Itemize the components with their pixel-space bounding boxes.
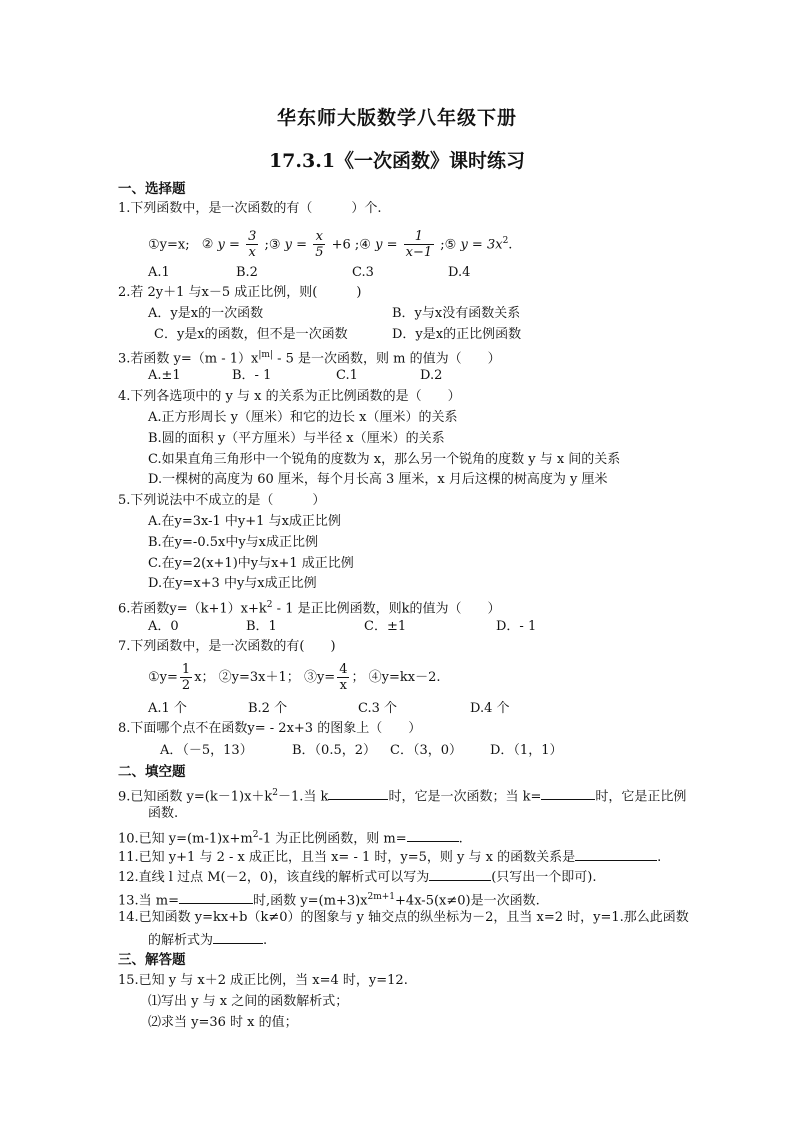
question-7-items [148, 660, 440, 696]
q8-option-c: C．（3，0） [390, 743, 462, 758]
q7-item-1-pre: ①y= [148, 670, 178, 685]
q1-item-2-label: ② [201, 237, 214, 253]
section-heading-fill: 二、填空题 [118, 764, 186, 780]
q3-option-a: A.±1 [148, 368, 181, 383]
q9-mid: －1.当 k [278, 789, 329, 805]
question-7-stem: 7.下列函数中，是一次函数的有( ) [118, 639, 336, 654]
q1-item-5-end: . [508, 237, 513, 253]
question-1-stem: 1.下列函数中，是一次函数的有（ ）个. [118, 201, 382, 216]
q10-pre: 10.已知 y=(m-1)x+m [118, 831, 253, 847]
q3-option-d: D.2 [420, 368, 443, 383]
q1-item-4-label: ;④ [354, 237, 371, 253]
question-3-stem [118, 346, 501, 368]
q7-item-1-fraction [180, 662, 192, 693]
q5-option-a: A.在y=3x-1 中y+1 与x成正比例 [148, 514, 341, 529]
q3-exponent: |m| [258, 350, 273, 360]
q3-stem-post: - 5 是一次函数，则 m 的值为（ ） [272, 351, 501, 367]
q13-exponent: 2m+1 [367, 892, 396, 902]
q1-item-2-lhs: y = [217, 237, 240, 253]
q4-option-d: D.一棵树的高度为 60 厘米，每个月长高 3 厘米，x 月后这棵的树高度为 y 厘米 [148, 472, 608, 487]
q6-option-d: D．- 1 [496, 619, 537, 634]
q14-blank[interactable] [213, 930, 263, 944]
q1-item-5-label: ;⑤ [440, 237, 457, 253]
q1-item-4-lhs: y = [375, 237, 398, 253]
q1-item-2-fraction [246, 229, 258, 260]
q13-blank[interactable] [179, 890, 253, 904]
q9-exponent: 2 [272, 788, 279, 798]
q1-item-1: ①y=x; [148, 237, 190, 253]
q11-blank[interactable] [575, 847, 657, 861]
question-9-line-2: 函数. [148, 806, 179, 821]
fraction-denominator: 5 [315, 245, 324, 261]
q10-post: -1 为正比例函数，则 m= [258, 831, 407, 847]
q4-option-a: A.正方形周长 y（厘米）和它的边长 x（厘米）的关系 [148, 410, 458, 425]
q1-item-3-label: ;③ [264, 237, 281, 253]
q1-option-c: C.3 [352, 265, 374, 280]
q7-option-d: D.4 个 [470, 701, 510, 716]
q13-pre: 13.当 m= [118, 893, 180, 909]
question-11 [118, 847, 661, 867]
q1-option-d: D.4 [448, 265, 471, 280]
question-9-line-1 [118, 784, 686, 806]
q3-stem-pre: 3.若函数 y=（m - 1）x [118, 351, 259, 367]
question-4-stem: 4.下列各选项中的 y 与 x 的关系为正比例函数的是（ ） [118, 389, 461, 404]
q6-option-c: C．±1 [364, 619, 407, 634]
q1-item-4-fraction [404, 229, 435, 260]
q7-item-2: ②y=3x＋1； [218, 670, 300, 685]
q12-pre: 12.直线 l 过点 M(－2，0)，该直线的解析式可以写为 [118, 870, 430, 885]
q6-option-b: B．1 [246, 619, 277, 634]
q1-option-b: B.2 [236, 265, 258, 280]
q7-item-3-post: ； [351, 670, 365, 685]
document-title: 华东师大版数学八年级下册 [276, 107, 517, 129]
fraction-denominator: x [248, 245, 256, 261]
q7-item-3-pre: ③y= [303, 670, 336, 685]
document-subtitle: 17.3.1《一次函数》课时练习 [268, 150, 526, 172]
section-heading-answer: 三、解答题 [118, 952, 186, 968]
q1-item-3-tail: +6 [331, 237, 351, 253]
question-14-line-2 [148, 930, 267, 950]
q9-pre: 9.已知函数 y=(k－1)x＋k [118, 789, 273, 805]
fraction-numerator: x [313, 229, 325, 245]
question-12 [118, 867, 597, 887]
q2-option-c: C．y是x的函数，但不是一次函数 [154, 327, 348, 342]
fraction-numerator: 3 [248, 229, 257, 245]
question-15-stem: 15.已知 y 与 x＋2 成正比例，当 x=4 时，y=12. [118, 973, 408, 988]
question-15-part-1: ⑴写出 y 与 x 之间的函数解析式； [148, 994, 349, 1009]
question-15-part-2: ⑵求当 y=36 时 x 的值； [148, 1015, 298, 1030]
fraction-denominator: x [339, 678, 347, 693]
q8-option-a: A．（－5，13） [160, 743, 253, 758]
fraction-numerator: 1 [404, 229, 435, 245]
question-13 [118, 888, 540, 910]
q7-option-a: A.1 个 [148, 701, 187, 716]
fraction-numerator: 1 [181, 662, 191, 677]
question-6-stem [118, 596, 500, 618]
q6-stem-pre: 6.若函数y=（k+1）x+k [118, 601, 267, 617]
q4-option-b: B.圆的面积 y（平方厘米）与半径 x（厘米）的关系 [148, 431, 445, 446]
section-heading-choice: 一、选择题 [118, 181, 186, 197]
question-14-line-1: 14.已知函数 y=kx+b（k≠0）的图象与 y 轴交点的纵坐标为－2，且当 x=2 时，y=1.那么此函数 [118, 910, 689, 925]
q7-item-1-post: x； [194, 670, 215, 685]
q13-mid: 时,函数 y=(m+3)x [253, 893, 368, 909]
q8-option-d: D．（1，1） [490, 743, 563, 758]
fraction-denominator: x−1 [405, 245, 433, 261]
q13-post: +4x-5(x≠0)是一次函数. [395, 893, 540, 909]
q7-option-c: C.3 个 [358, 701, 398, 716]
q5-option-c: C.在y=2(x+1)中y与x+1 成正比例 [148, 556, 354, 571]
q7-item-4: ④y=kx－2. [368, 670, 441, 685]
q1-item-5-expr: y = 3x [460, 237, 503, 253]
q10-exponent: 2 [252, 830, 259, 840]
q9-blank-2[interactable] [541, 786, 595, 800]
question-1-items [148, 222, 512, 260]
q8-option-b: B．（0.5，2） [292, 743, 376, 758]
q9-blank-1[interactable] [328, 786, 388, 800]
q7-option-b: B.2 个 [248, 701, 288, 716]
question-8-stem: 8.下面哪个点不在函数y= - 2x+3 的图象上（ ） [118, 721, 422, 736]
q10-end: . [458, 831, 463, 847]
fraction-numerator: 4 [339, 662, 348, 677]
q9-mid-2: 时，它是一次函数；当 k= [388, 789, 542, 805]
q5-option-d: D.在y=x+3 中y与x成正比例 [148, 576, 317, 591]
q5-option-b: B.在y=-0.5x中y与x成正比例 [148, 535, 318, 550]
q11-end: . [657, 850, 662, 865]
q2-option-a: A．y是x的一次函数 [148, 306, 264, 321]
q1-option-a: A.1 [148, 265, 170, 280]
q10-blank[interactable] [407, 828, 459, 842]
q3-option-b: B．- 1 [232, 368, 272, 383]
q12-blank[interactable] [429, 867, 491, 881]
question-5-stem: 5.下列说法中不成立的是（ ） [118, 493, 326, 508]
q6-option-a: A．0 [148, 619, 179, 634]
q2-option-d: D．y是x的正比例函数 [392, 327, 522, 342]
q1-item-3-lhs: y = [284, 237, 308, 253]
question-10 [118, 826, 463, 848]
fraction-denominator: 2 [181, 678, 191, 693]
q11-pre: 11.已知 y+1 与 2 - x 成正比，且当 x= - 1 时，y=5，则 y 与 x 的函数关系是 [118, 850, 576, 865]
q6-stem-post: - 1 是正比例函数，则k的值为（ ） [272, 601, 501, 617]
q14-end: . [263, 933, 268, 948]
q9-post: 时，它是正比例 [595, 789, 687, 805]
q12-post: (只写出一个即可). [491, 870, 597, 885]
q1-item-3-fraction [313, 229, 325, 260]
q4-option-c: C.如果直角三角形中一个锐角的度数为 x，那么另一个锐角的度数 y 与 x 间的关系 [148, 452, 621, 467]
q1-item-5-exponent: 2 [502, 236, 509, 246]
q7-item-3-fraction [337, 662, 349, 693]
q3-option-c: C.1 [336, 368, 358, 383]
question-2-stem: 2.若 2y＋1 与x－5 成正比例，则( ) [118, 285, 362, 300]
q6-exponent: 2 [266, 600, 273, 610]
q14-pre: 的解析式为 [148, 933, 214, 948]
q2-option-b: B．y与x没有函数关系 [392, 306, 521, 321]
